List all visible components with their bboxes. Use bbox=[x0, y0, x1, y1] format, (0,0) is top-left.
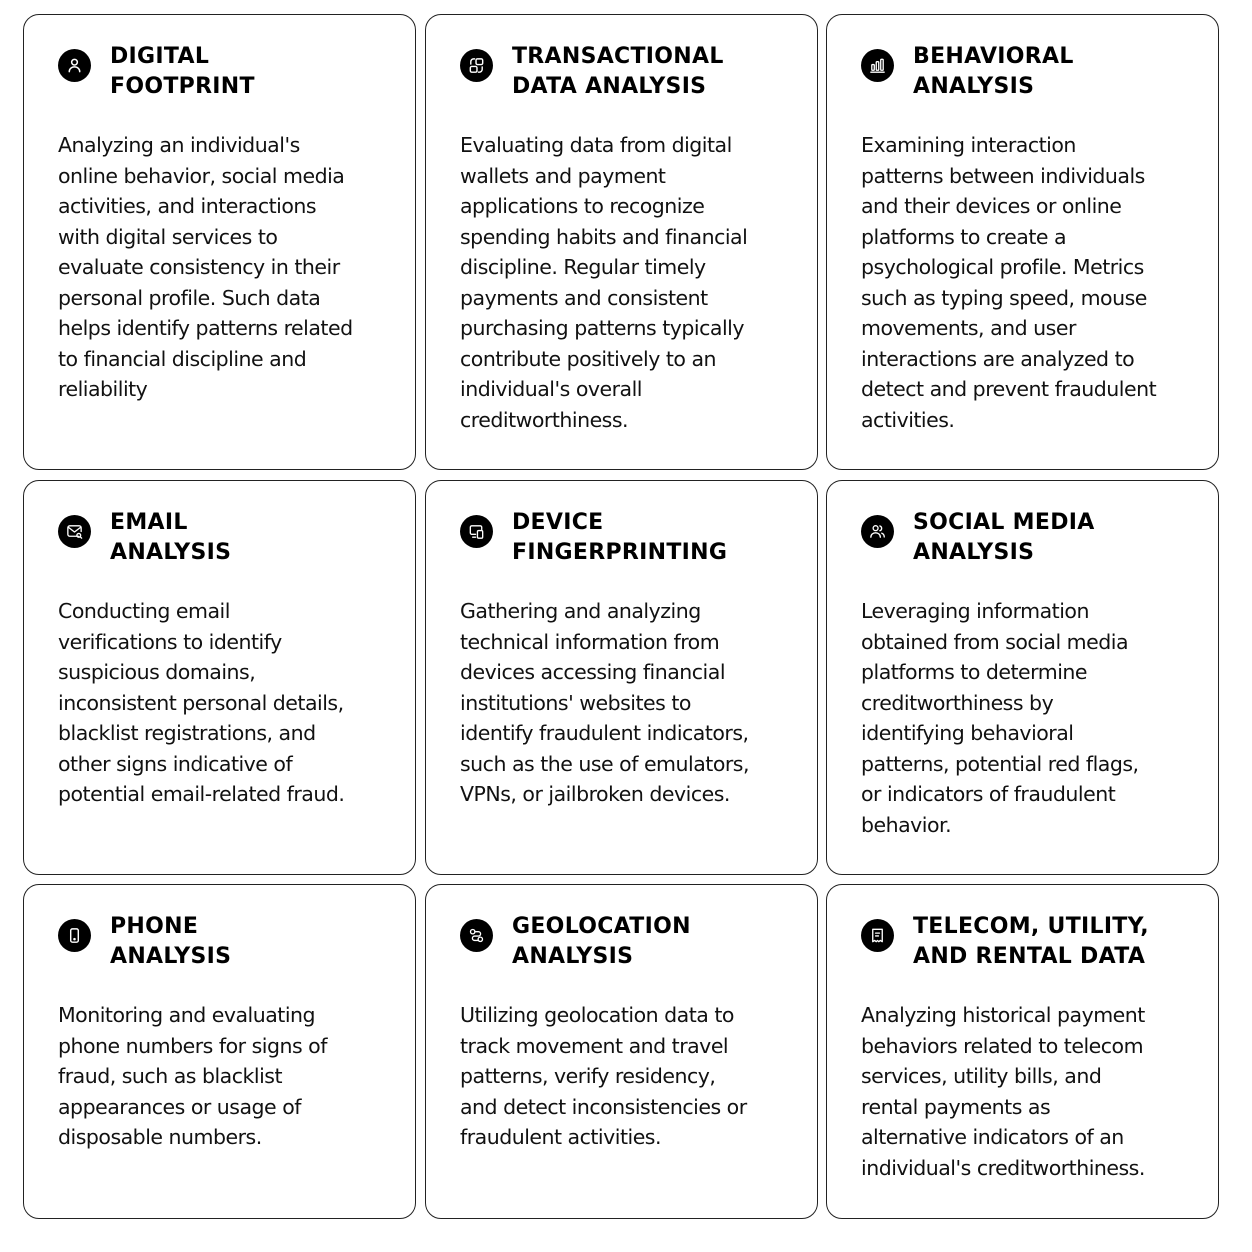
description-line: patterns between individuals bbox=[861, 163, 1145, 188]
description-line: Monitoring and evaluating bbox=[58, 1003, 316, 1027]
receipt-icon bbox=[861, 919, 894, 952]
card-description bbox=[861, 1000, 1191, 1183]
description-line: or indicators of fraudulent bbox=[861, 782, 1116, 806]
description-line: fraudulent activities. bbox=[460, 1125, 661, 1149]
description-line: wallets and payment bbox=[460, 163, 666, 188]
description-line: helps identify patterns related bbox=[58, 316, 353, 340]
card-description bbox=[58, 596, 388, 810]
description-line: Evaluating data from digital bbox=[460, 133, 732, 157]
description-line: institutions' websites to bbox=[460, 690, 691, 715]
card-transactional-data-analysis bbox=[425, 14, 818, 470]
card-title bbox=[512, 42, 724, 102]
card-description bbox=[861, 130, 1191, 435]
card-phone-analysis bbox=[23, 884, 416, 1219]
description-line: payments and consistent bbox=[460, 285, 708, 310]
description-line: Examining interaction bbox=[861, 133, 1076, 157]
description-line: spending habits and financial bbox=[460, 224, 748, 249]
description-line: patterns, potential red flags, bbox=[861, 751, 1139, 776]
card-telecom-utility-rental-data bbox=[826, 884, 1219, 1219]
description-line: purchasing patterns typically bbox=[460, 316, 744, 340]
route-icon bbox=[460, 919, 493, 952]
description-line: patterns, verify residency, bbox=[460, 1064, 716, 1088]
description-line: potential email-related fraud. bbox=[58, 782, 345, 806]
description-line: Analyzing an individual's bbox=[58, 133, 300, 157]
description-line: inconsistent personal details, bbox=[58, 690, 344, 715]
description-line: rental payments as bbox=[861, 1094, 1051, 1119]
description-line: other signs indicative of bbox=[58, 751, 293, 776]
card-title-line: FINGERPRINTING bbox=[512, 540, 728, 565]
card-title-line: EMAIL bbox=[110, 510, 188, 535]
description-line: Analyzing historical payment bbox=[861, 1003, 1145, 1027]
card-description bbox=[861, 596, 1191, 840]
description-line: detect and prevent fraudulent bbox=[861, 377, 1157, 401]
description-line: Leveraging information bbox=[861, 599, 1089, 623]
card-title-line: ANALYSIS bbox=[913, 540, 1035, 565]
description-line: reliability bbox=[58, 377, 148, 401]
card-geolocation-analysis bbox=[425, 884, 818, 1219]
email-search-icon bbox=[58, 515, 91, 548]
card-social-media-analysis bbox=[826, 480, 1219, 875]
card-device-fingerprinting bbox=[425, 480, 818, 875]
description-line: technical information from bbox=[460, 629, 720, 654]
card-title-line: PHONE bbox=[110, 914, 199, 939]
description-line: blacklist registrations, and bbox=[58, 721, 316, 745]
description-line: discipline. Regular timely bbox=[460, 255, 706, 279]
description-line: online behavior, social media bbox=[58, 163, 345, 188]
card-title-line: DATA ANALYSIS bbox=[512, 74, 707, 99]
card-email-analysis bbox=[23, 480, 416, 875]
card-digital-footprint bbox=[23, 14, 416, 470]
description-line: platforms to create a bbox=[861, 224, 1067, 249]
description-line: appearances or usage of bbox=[58, 1094, 301, 1119]
description-line: behavior. bbox=[861, 812, 952, 837]
card-title-line: SOCIAL MEDIA bbox=[913, 510, 1095, 535]
description-line: verifications to identify bbox=[58, 629, 282, 654]
card-title-line: ANALYSIS bbox=[512, 944, 634, 969]
description-line: obtained from social media bbox=[861, 629, 1129, 654]
description-line: Utilizing geolocation data to bbox=[460, 1003, 734, 1027]
card-title bbox=[512, 508, 727, 568]
card-description bbox=[460, 596, 790, 810]
description-line: disposable numbers. bbox=[58, 1125, 262, 1149]
transaction-icon bbox=[460, 49, 493, 82]
description-line: Gathering and analyzing bbox=[460, 599, 701, 623]
description-line: creditworthiness by bbox=[861, 690, 1054, 715]
card-title bbox=[913, 42, 1074, 102]
card-title-line: ANALYSIS bbox=[110, 540, 232, 565]
description-line: evaluate consistency in their bbox=[58, 255, 340, 279]
description-line: alternative indicators of an bbox=[861, 1125, 1124, 1149]
card-title-line: TELECOM, UTILITY, bbox=[913, 914, 1149, 939]
description-line: and detect inconsistencies or bbox=[460, 1094, 747, 1119]
card-title-line: GEOLOCATION bbox=[512, 914, 691, 939]
card-title bbox=[512, 912, 691, 972]
bar-chart-icon bbox=[861, 49, 894, 82]
card-title-line: FOOTPRINT bbox=[110, 74, 255, 99]
description-line: individual's overall bbox=[460, 377, 642, 401]
description-line: interactions are analyzed to bbox=[861, 346, 1135, 371]
card-title-line: ANALYSIS bbox=[913, 74, 1035, 99]
card-title-line: BEHAVIORAL bbox=[913, 44, 1074, 69]
card-title-line: ANALYSIS bbox=[110, 944, 232, 969]
card-behavioral-analysis bbox=[826, 14, 1219, 470]
description-line: movements, and user bbox=[861, 316, 1076, 340]
description-line: track movement and travel bbox=[460, 1033, 729, 1058]
description-line: services, utility bills, and bbox=[861, 1064, 1102, 1088]
card-title-line: AND RENTAL DATA bbox=[913, 944, 1146, 969]
description-line: behaviors related to telecom bbox=[861, 1033, 1144, 1058]
description-line: phone numbers for signs of bbox=[58, 1033, 327, 1058]
description-line: with digital services to bbox=[58, 224, 278, 249]
devices-icon bbox=[460, 515, 493, 548]
card-title bbox=[913, 508, 1095, 568]
description-line: creditworthiness. bbox=[460, 407, 629, 432]
card-title bbox=[110, 912, 231, 972]
card-title bbox=[110, 508, 231, 568]
description-line: identify fraudulent indicators, bbox=[460, 721, 749, 745]
description-line: psychological profile. Metrics bbox=[861, 255, 1144, 279]
people-icon bbox=[861, 515, 894, 548]
description-line: individual's creditworthiness. bbox=[861, 1155, 1145, 1180]
description-line: fraud, such as blacklist bbox=[58, 1064, 282, 1088]
description-line: and their devices or online bbox=[861, 194, 1122, 218]
description-line: personal profile. Such data bbox=[58, 285, 321, 310]
description-line: platforms to determine bbox=[861, 660, 1088, 684]
description-line: activities, and interactions bbox=[58, 194, 317, 218]
card-title-line: DEVICE bbox=[512, 510, 604, 535]
description-line: activities. bbox=[861, 407, 955, 432]
description-line: devices accessing financial bbox=[460, 660, 726, 684]
description-line: VPNs, or jailbroken devices. bbox=[460, 782, 730, 806]
card-title-line: TRANSACTIONAL bbox=[512, 44, 724, 69]
description-line: to financial discipline and bbox=[58, 346, 307, 371]
description-line: such as the use of emulators, bbox=[460, 751, 749, 776]
card-title bbox=[913, 912, 1149, 972]
card-description bbox=[460, 130, 790, 435]
phone-icon bbox=[58, 919, 91, 952]
description-line: such as typing speed, mouse bbox=[861, 285, 1147, 310]
card-description bbox=[58, 1000, 388, 1153]
description-line: suspicious domains, bbox=[58, 660, 256, 684]
description-line: contribute positively to an bbox=[460, 346, 717, 371]
card-title bbox=[110, 42, 255, 102]
user-icon bbox=[58, 49, 91, 82]
card-title-line: DIGITAL bbox=[110, 44, 210, 69]
card-description bbox=[58, 130, 388, 405]
description-line: applications to recognize bbox=[460, 194, 705, 218]
description-line: identifying behavioral bbox=[861, 721, 1074, 745]
card-description bbox=[460, 1000, 790, 1153]
description-line: Conducting email bbox=[58, 599, 230, 623]
